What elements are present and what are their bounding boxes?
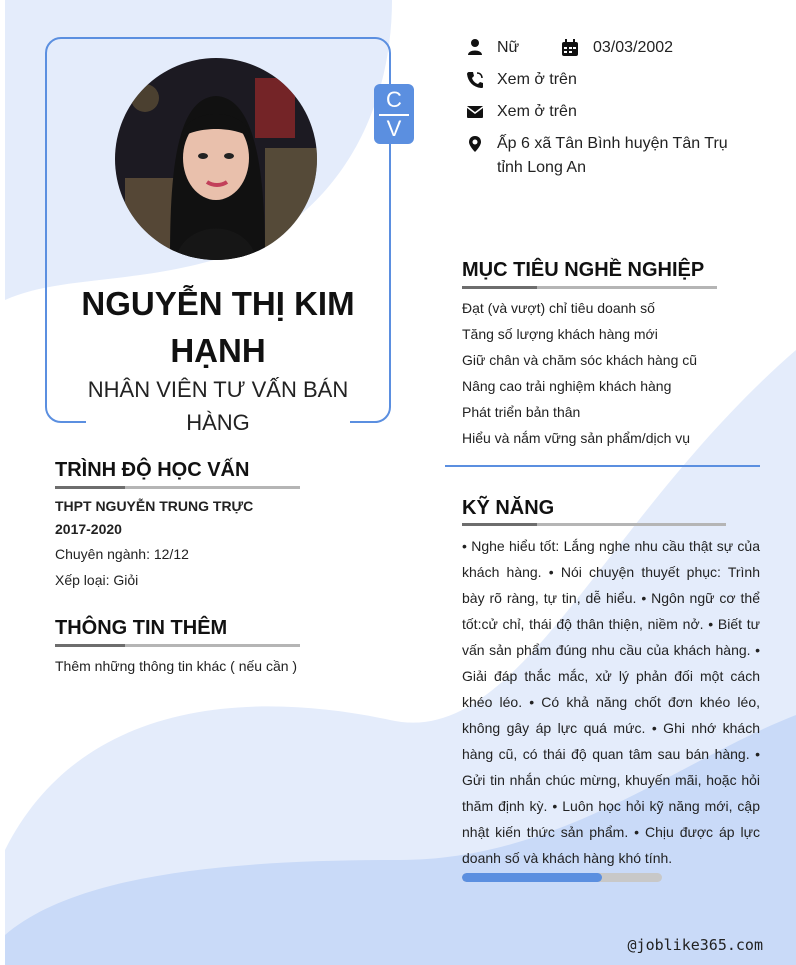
mail-icon [466,103,484,121]
section-divider [445,465,760,467]
skills-title: KỸ NĂNG [462,497,555,519]
cv-badge [374,84,414,144]
location-pin-icon [466,135,484,153]
education-underline [55,486,300,489]
goal-item: Tăng số lượng khách hàng mới [462,326,658,342]
education-title: TRÌNH ĐỘ HỌC VẤN [55,459,250,481]
footer-handle: @joblike365.com [627,936,763,954]
education-school: THPT NGUYỄN TRUNG TRỰC [55,498,254,514]
avatar [115,58,317,260]
education-rank: Xếp loại: Giỏi [55,572,139,588]
birthday-value: 03/03/2002 [593,39,674,56]
address-value: Ấp 6 xã Tân Bình huyện Tân Trụ tỉnh Long An [497,135,728,176]
extra-info-underline [55,644,300,647]
goal-item: Phát triển bản thân [462,404,581,420]
cv-badge-top: C [386,87,402,112]
goal-item: Nâng cao trải nghiệm khách hàng [462,378,672,394]
education-major: Chuyên ngành: 12/12 [55,546,189,562]
candidate-name: NGUYỄN THỊ KIM HẠNH [81,285,355,369]
extra-info-title: THÔNG TIN THÊM [55,617,228,639]
goal-item: Đạt (và vượt) chỉ tiêu doanh số [462,300,655,316]
education-years: 2017-2020 [55,521,122,537]
gender-value: Nữ [497,39,520,56]
user-icon [466,38,484,56]
calendar-icon [561,39,579,57]
phone-value: Xem ở trên [497,71,577,88]
extra-info-text: Thêm những thông tin khác ( nếu cần ) [55,658,298,674]
phone-icon [466,71,484,89]
skills-underline [462,523,726,526]
skill-level-bar [462,873,662,882]
goal-item: Hiểu và nắm vững sản phẩm/dịch vụ [462,430,691,446]
skill-level-fill [462,873,602,882]
goal-item: Giữ chân và chăm sóc khách hàng cũ [462,352,698,368]
cv-badge-bottom: V [386,116,402,141]
career-goal-underline [462,286,717,289]
skills-text: • Nghe hiểu tốt: Lắng nghe nhu cầu thật sự của khách hàng. • Nói chuyện thuyết phục: Trình bày rõ ràng, tự tin, dễ hiểu. • Ngôn ngữ cơ thể tốt:cử chỉ, thái độ thân thiện, niềm nở. • Biết tư vấn sản phẩm đúng nhu cầu của khách hàng. • Giải đáp thắc mắc, xử lý phản đối một cách khéo léo. • Có khả năng chốt đơn khéo léo, không gây áp lực quá mức. • Ghi nhớ khách hàng cũ, có thái độ quan tâm sau bán hàng. • Gửi tin nhắn chúc mừng, khuyến mãi, hoặc hỏi thăm định kỳ. • Luôn học hỏi kỹ năng mới, cập nhật kiến thức sản phẩm. • Chịu được áp lực doanh số và khách hàng khó tính. [462,538,760,866]
email-value: Xem ở trên [497,103,577,120]
career-goal-title: MỤC TIÊU NGHỀ NGHIỆP [462,259,705,281]
job-title: NHÂN VIÊN TƯ VẤN BÁN HÀNG [87,377,349,435]
